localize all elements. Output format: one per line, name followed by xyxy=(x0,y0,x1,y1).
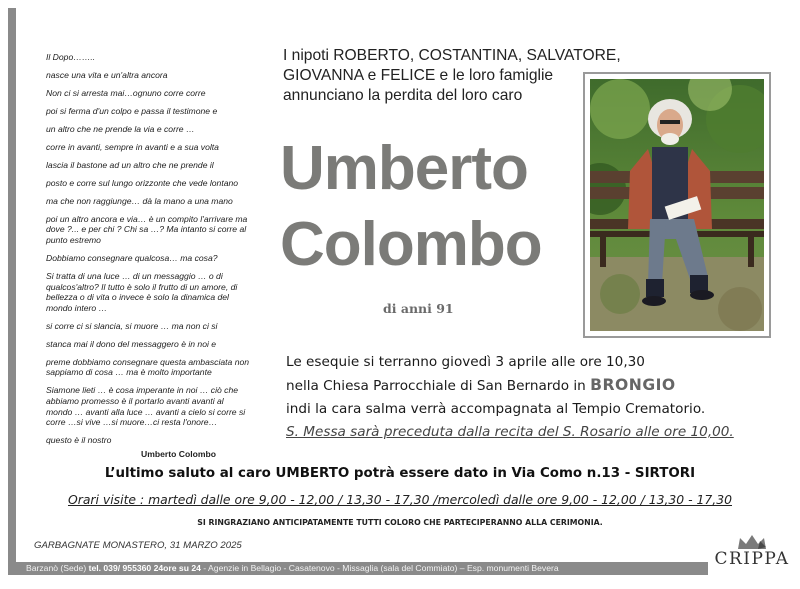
dateline: GARBAGNATE MONASTERO, 31 MARZO 2025 xyxy=(34,540,242,551)
poem-line: Non ci si arresta mai…ognuno corre corre xyxy=(46,87,206,98)
deceased-last-name: Colombo xyxy=(280,210,542,279)
poem-line: nasce una vita e un'altra ancora xyxy=(46,69,168,80)
footer-sede: Barzanò (Sede) xyxy=(26,563,87,573)
poem-line: Il Dopo…….. xyxy=(46,52,96,62)
deceased-age: di anni 91 xyxy=(383,301,454,316)
visiting-hours: Orari visite : martedì dalle ore 9,00 - 12,00 / 13,30 - 17,30 /mercoledì dalle ore 9,00 - 12,00 / 13,30 - 17,30 xyxy=(67,492,732,507)
funeral-line-date: Le esequie si terranno giovedì 3 aprile alle ore 10,30 xyxy=(286,354,645,370)
poem-line: preme dobbiamo consegnare questa ambasciata non sappiamo di cosa … ma è molto importante xyxy=(46,356,250,378)
poem-line: ma che non raggiunge… dà la mano a una mano xyxy=(46,195,233,206)
poem-line: si corre ci si slancia, si muore … ma non ci si xyxy=(46,320,218,331)
footer-phone: tel. 039/ 955360 xyxy=(88,563,152,573)
funeral-rosary: S. Messa sarà preceduta dalla recita del S. Rosario alle ore 10,00. xyxy=(286,424,734,440)
deceased-first-name: Umberto xyxy=(280,134,528,203)
poem-line: Dobbiamo consegnare qualcosa… ma cosa? xyxy=(46,253,218,264)
poem-line: corre in avanti, sempre in avanti e a sua volta xyxy=(46,141,219,152)
poem-signature: Umberto Colombo xyxy=(141,449,216,460)
thanks-notice: SI RINGRAZIANO ANTICIPATAMENTE TUTTI COLORO CHE PARTECIPERANNO ALLA CERIMONIA. xyxy=(197,518,603,527)
footer-agency-info xyxy=(26,562,559,575)
footer-agencies: - Agenzie in Bellagio - Casatenovo - Missaglia (sala del Commiato) – Esp. monumenti Bevera xyxy=(203,563,559,573)
portrait-photo-icon xyxy=(590,79,764,331)
announcement-line: I nipoti ROBERTO, COSTANTINA, SALVATORE, xyxy=(283,47,621,64)
funeral-line-church xyxy=(286,374,786,398)
announcement-line: annunciano la perdita del loro caro xyxy=(283,87,523,104)
poem-line: poi si ferma d'un colpo e passa il testimone e xyxy=(46,105,218,116)
poem-line: poi un altro ancora e via… è un compito l'arrivare ma dove ?... e per chi ? Chi sa …? Ma intanto si corre al punto estremo xyxy=(46,213,248,246)
poem-line: stanca mai il dono del messaggero è in noi e xyxy=(46,338,217,349)
footer-hours: 24ore su 24 xyxy=(153,563,201,573)
funeral-line-cremation: indi la cara salma verrà accompagnata al Tempio Crematorio. xyxy=(286,401,706,417)
poem-line: un altro che ne prende la via e corre … xyxy=(46,123,195,134)
funeral-place: BRONGIO xyxy=(590,376,676,394)
funeral-church-text: nella Chiesa Parrocchiale di San Bernardo in xyxy=(286,378,586,394)
poem-line: Siamone lieti … è cosa imperante in noi … ciò che abbiamo promesso è il portarlo avanti avanti al mondo … avanti alla luce … avanti a cielo si corre si corre …si vive …si muore…ci resta l'onore… xyxy=(46,385,246,428)
farewell-notice: L’ultimo saluto al caro UMBERTO potrà essere dato in Via Como n.13 - SIRTORI xyxy=(104,466,696,481)
poem xyxy=(46,52,251,467)
poem-line: questo è il nostro xyxy=(46,435,112,446)
poem-line: Si tratta di una luce … di un messaggio … o di qualcos'altro? Il tutto è solo il frutto di un amore, di bellezza o di vita o invece è solo la dinamica del mondo intero … xyxy=(46,271,238,313)
logo-text: CRIPPA xyxy=(714,549,790,569)
poem-line: posto e corre sul lungo orizzonte che vede lontano xyxy=(46,177,239,188)
left-frame-bar xyxy=(8,8,16,568)
funeral-details xyxy=(286,351,786,444)
poem-line: lascia il bastone ad un altro che ne prende il xyxy=(46,159,214,170)
crippa-logo xyxy=(708,533,796,573)
announcement-line: GIOVANNA e FELICE e le loro famiglie xyxy=(283,67,554,84)
announcement xyxy=(283,46,621,106)
